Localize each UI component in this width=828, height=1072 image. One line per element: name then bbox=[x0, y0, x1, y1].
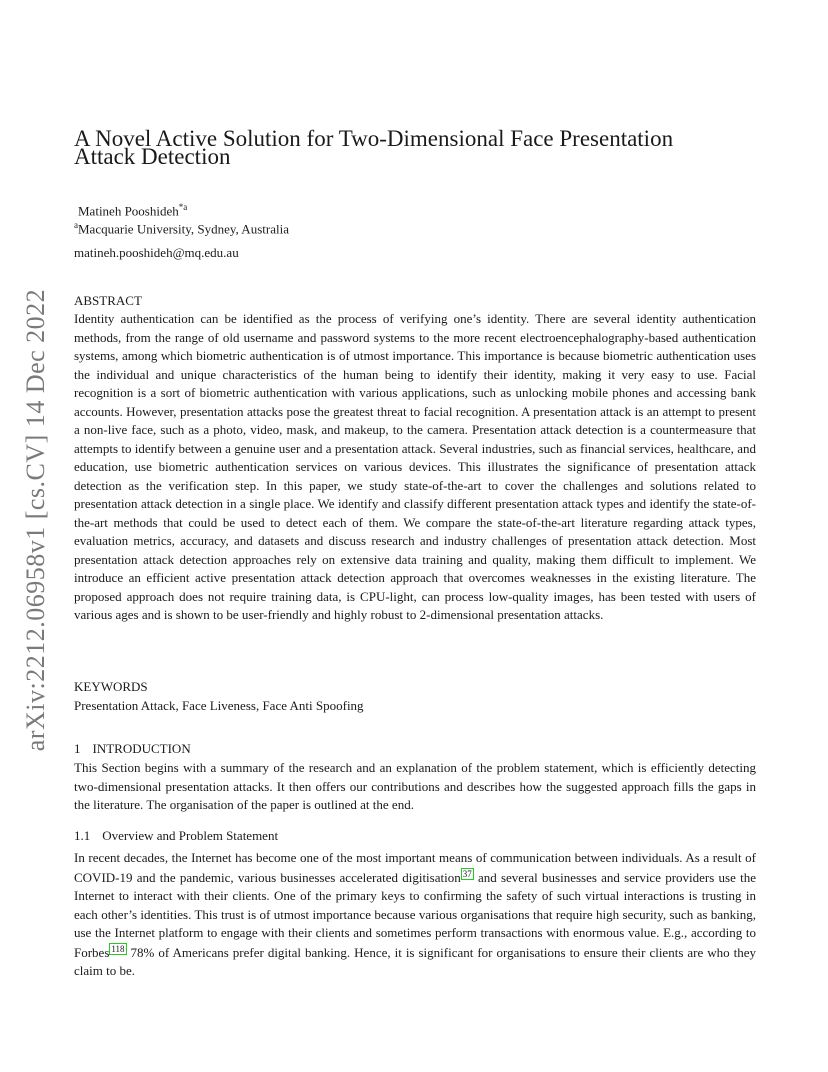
keywords-heading: KEYWORDS bbox=[74, 679, 148, 694]
overview-text-part1: In recent decades, the Internet has become one of the most important means of communication between individuals. As a result of COVID-19 and the pandemic, various businesses accelerated digitisation bbox=[74, 850, 756, 885]
affiliation: Macquarie University, Sydney, Australia bbox=[78, 221, 289, 237]
subsection-title: Overview and Problem Statement bbox=[102, 828, 279, 843]
citation-link-118[interactable]: 118 bbox=[111, 943, 125, 954]
arxiv-identifier: arXiv:2212.06958v1 [cs.CV] 14 Dec 2022 bbox=[21, 288, 50, 752]
section-title: INTRODUCTION bbox=[92, 741, 191, 756]
abstract-heading: ABSTRACT bbox=[74, 293, 142, 308]
section-heading-introduction bbox=[74, 741, 191, 757]
overview-text bbox=[74, 849, 756, 981]
author-line bbox=[78, 202, 187, 219]
citation-link-37[interactable]: 37 bbox=[462, 868, 472, 879]
section-number: 1 bbox=[74, 741, 81, 756]
author-name: Matineh Pooshideh bbox=[78, 203, 179, 219]
subsection-heading-overview bbox=[74, 828, 278, 844]
affiliation-line bbox=[74, 220, 289, 237]
abstract-text: Identity authentication can be identified as the process of verifying one’s identity. There are several identity authentication methods, from the range of old username and password systems to the more recent electroencephalography-based authentication systems, among which biometric authentication is of utmost importance. This importance is because biometric authentication uses the individual and unique characteristics of the human being to identify their identity, making it very easy to use. Facial recognition is a sort of biometric authentication with various applications, such as unlocking mobile phones and accessing bank accounts. However, presentation attacks pose the greatest threat to facial recognition. A presentation attack is an attempt to present a non-live face, such as a photo, video, mask, and makeup, to the camera. Presentation attack detection is a countermeasure that attempts to identify between a genuine user and a presentation attack. Several industries, such as financial services, healthcare, and education, use biometric authentication services on various devices. This illustrates the significance of presentation attack detection as the verification step. In this paper, we study state-of-the-art to cover the challenges and solutions related to presentation attack detection in a single place. We identify and classify different presentation attack types and identify the state-of-the-art methods that could be used to detect each of them. We compare the state-of-the-art literature regarding attack types, evaluation metrics, accuracy, and datasets and discuss research and industry challenges of presentation attack detection. Most presentation attack detection approaches rely on extensive data training and quality, making them difficult to implement. We introduce an efficient active presentation attack detection approach that overcomes weaknesses in the existing literature. The proposed approach does not require training data, is CPU-light, can process low-quality images, has been tested with users of various ages and is shown to be user-friendly and highly robust to 2-dimensional presentation attacks. bbox=[74, 311, 756, 622]
subsection-number: 1.1 bbox=[74, 828, 91, 843]
introduction-text: This Section begins with a summary of the research and an explanation of the problem statement, which is efficiently detecting two-dimensional presentation attacks. It then offers our contributions and describes how the suggested approach fills the gaps in the literature. The organisation of the paper is outlined at the end. bbox=[74, 760, 756, 812]
affiliation-mark: a bbox=[74, 220, 78, 230]
overview-text-part2: and several businesses and service providers use the Internet to interact with their clients. One of the primary keys to confirming the safety of such virtual interactions is trusting in each other’s identities. This trust is of utmost importance because various organisations that require high security, such as banking, use the Internet platform to engage with their clients and sometimes perform transactions with enormous value. E.g., according to Forbes bbox=[74, 869, 757, 960]
author-email: matineh.pooshideh@mq.edu.au bbox=[74, 245, 239, 260]
author-marks: *a bbox=[178, 202, 188, 212]
paper-title-line2: Attack Detection bbox=[74, 144, 231, 169]
keywords-text: Presentation Attack, Face Liveness, Face Anti Spoofing bbox=[74, 698, 364, 713]
overview-text-part3: 78% of Americans prefer digital banking. Hence, it is significant for organisations to ensure their clients are who they claim to be. bbox=[74, 944, 756, 978]
paper-title-line1: A Novel Active Solution for Two-Dimensional Face Presentation bbox=[74, 126, 674, 151]
paper-title bbox=[74, 126, 756, 169]
